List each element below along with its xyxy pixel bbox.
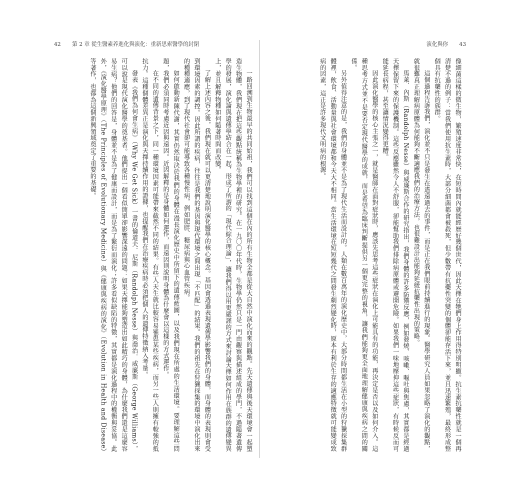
- body-text: [58, 58, 253, 452]
- paragraph: 另外值得注意的是，我們的身體並不是為了現代生活而設計的。人類在數百萬年的演化歷史中，大部分時間都生活在小型的狩獵採集群體裡，飲食、活動量與社會環境都和今天大不相同。當生活環境在短短幾代之間發生劇烈變化時，原本有利於生存的適應特徵就可能變成致病的因素，這正是許多現代文明病的根源。: [318, 58, 347, 452]
- chapter-label: 第 2 章: [72, 42, 90, 48]
- paragraph: 在不同的遺傳背景之下，同一種環境因素可能帶來截然不同的結果。有些人天生就比較容易罹患某些疾病，而另一些人則擁有較強的抵抗力。這種個體差異正是演化與天擇持續作用的證據，也提醒我們在治療疾病時必須把個人的遺傳特徵納入考量。: [140, 58, 159, 452]
- page-number: 42: [54, 42, 61, 48]
- running-title: 演化與你: [426, 42, 448, 48]
- right-page: [260, 40, 470, 458]
- paragraph: 了解上述內容之後，我們現在就可以更清楚地說明演化醫學的核心概念。基因會透過表現遺傳學影響我們的身體，而身體的表現則會受到環境因素的調控。因此所謂的疾病，往往是我們的基因與現代環境之間出現「不匹配」的結果。我們的祖先在狩獵採集的環境中演化出來的種種適應，到了現代社會卻可能導致各種慢性病，例如肥胖、糖尿病與心血管疾病。: [182, 58, 211, 452]
- book-spread: [50, 40, 470, 458]
- paragraph: 發表《我們為何會生病》（Why We Get Sick）一書的倫道夫．尼斯（Randolph Nesse）與喬治．威廉斯（George Williams），可以說是現代演化醫學的奠基者。他們提出一個看似簡單卻影響深遠的問題：如果天擇能夠塑造出如此精巧的身體，為什麼我們還是這麼容易生病？他們的回答是，身體並不是為了健康而設計，而是為了繁衍而演化；許多看似缺陷的特徵，其實都是演化過程中的權衡與妥協。此外，《演化醫學原理》（The Principles of Evolutionary Medicine）與《健康與疾病的演化》（Evolution in Health and Disease）等著作，也都為這個新興領域奠定了重要的基礎。: [88, 58, 138, 452]
- paragraph: 一路回溯到生物最早的共同始祖，我們可以找到這個在內的所有生物全都是從大自然中演化而來的觀點。先天遺傳與後天環境會一起塑造生物體，我們現在把這些觀點統稱為生物學裡的研究。在一九〇〇年代時，生物學仍然只是一門由觀察與描述組成的學門，不過隨著遺傳學的發展，演化論與遺傳學結合在一起，形成了所謂的「現代綜合理論」，讓我們得以用更嚴謹的方式來討論天擇如何作用在族群的遺傳變異上，並且解釋物種如何隨著時間而改變。: [213, 58, 252, 452]
- paragraph: 因此演化醫學的核心主張之一，就是醫師在面對症狀時，應該先思考這些症狀在演化上可能具有的功能，再決定是否以及如何介入。這種思考方式並不是要否定現代醫學的成就，而是希望為臨床判斷提供另一個更完整的視角，讓我們能夠更全面地理解健康與疾病之間的關係。: [349, 58, 378, 452]
- paragraph: 馬萊．內斯（Randolph Nesse）與威廉斯合作的研究指出，我們身體的許多防禦反應，例如發燒、咳嗽、嘔吐與焦慮，其實都是經過天擇保留下來的保護機制。這些反應雖然令人不舒服，卻能幫助我們排除病原體或避開危險。如果我們一味地壓抑這些症狀，有時候反而可能延長病程，甚至讓情況變得更糟。: [381, 58, 409, 452]
- paragraph: 像細菌這樣的微生物，繁殖速度非常快，在短時間內就能經歷好幾個世代，因此天擇在牠們身上作用得特別明顯。抗生素抗藥性就是一個再清楚不過的例子：當我們使用抗生素時，大部分細菌都會被殺死，但少數帶有抗藥性突變的個體卻能存活下來，並且迅速繁殖，最終形成整個具有抗藥性的族群。: [433, 58, 461, 452]
- running-title: 從生醫素养進化與演化：重新思索醫學的封閉: [91, 42, 200, 48]
- body-text: [266, 58, 462, 452]
- page-number: 43: [459, 42, 466, 48]
- paragraph: 如何啟動新陳代謝，其實仍然取決於我們的身體在漫長演化歷史中所留下的遺傳藍圖，以及我們現在所處的生活環境。要理解這些問題，我們必須同時考慮近因與遠因。近因解釋的是身體如何運作，而遠因則說明身體為什麼會以這樣的方式運作。: [161, 58, 180, 452]
- running-header: [72, 40, 199, 50]
- left-page: [50, 40, 260, 458]
- paragraph: 這個過程告訴我們，演化並不只是發生在遙遠過去的事件，而是正在我們眼前持續進行的現象。醫學研究人員如果忽略了演化的觀點，就很難真正理解病原體為何能夠不斷適應我們的治療方法，也很難設計出能夠延緩抗藥性出現的策略。: [412, 58, 430, 452]
